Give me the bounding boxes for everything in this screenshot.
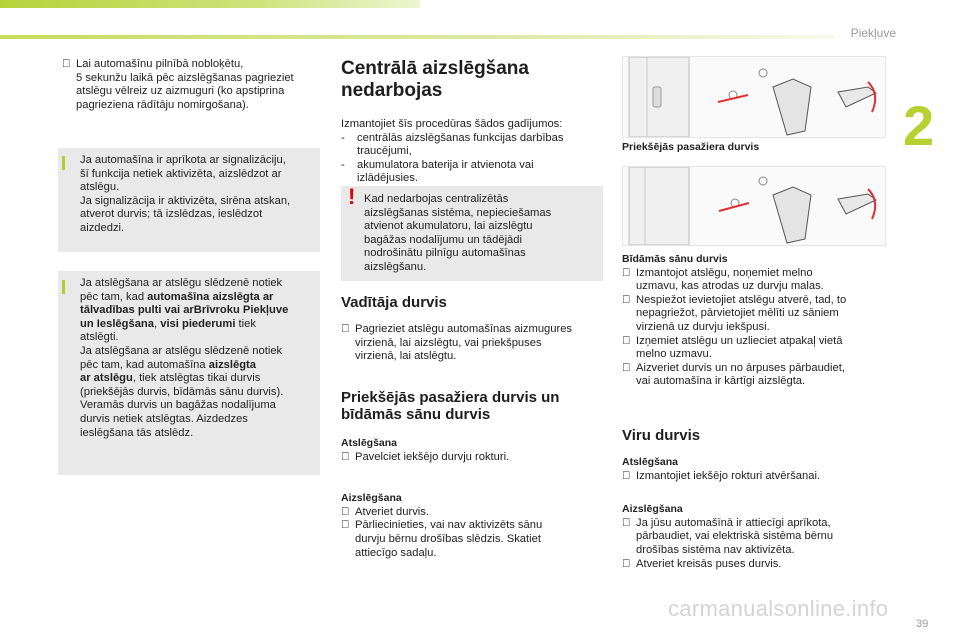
bullet-glyph bbox=[622, 335, 636, 349]
warning-icon: ! bbox=[348, 184, 356, 209]
info-box-unlocking: Ja atslēgšana ar atslēgu slēdzenē notiek pēc tam, kad automašīna aizslēgta ar tālvadības pulti vai arBrīvroku Piekļuve un Ieslēgšana, visi piederumi tiek atslēgti. Ja atslēgšana ar atslēgu slēdzenē notiek pēc tam, kad automašīna aizslēgta ar atslēgu, tiek atslēgtas tikai durvis (priekšējās durvis, bīdāmās sānu durvis). Veramās durvis un bagāžas nodalījuma durvis netiek atslēgtas. Aizdedzes ieslēgšana tās atslēdz. bbox=[58, 271, 320, 475]
figure-caption-front-door: Priekšējās pasažiera durvis bbox=[622, 141, 760, 153]
bullet-glyph bbox=[341, 323, 355, 337]
driver-door-section: Vadītāja durvis Pagrieziet atslēgu automašīnas aizmugures virzienā, lai aizslēgtu, vai priekšpuses virzienā, lai atslēgtu. bbox=[341, 294, 606, 364]
section-name: Piekļuve bbox=[850, 26, 896, 40]
chapter-number: 2 bbox=[903, 94, 935, 157]
intro-bullet: Lai automašīnu pilnībā nobloķētu, 5 sekunžu laikā pēc aizslēgšanas pagrieziet atslēgu vēlreiz uz aizmuguri (ko apstiprina pagrieziena rādītāju nomirgošana). bbox=[62, 58, 322, 112]
bullet-glyph bbox=[622, 558, 636, 572]
info-icon bbox=[62, 156, 65, 170]
bullet-glyph bbox=[622, 362, 636, 376]
bullet-glyph bbox=[341, 506, 355, 520]
info-icon bbox=[62, 280, 65, 294]
driver-door-title: Vadītāja durvis bbox=[341, 294, 447, 311]
bullet-glyph bbox=[622, 470, 636, 484]
sliding-door-section: Bīdāmās sānu durvis Izmantojot atslēgu, noņemiet melno uzmavu, kas atrodas uz durvju malas. Nespiežot ievietojiet atslēgu atverē, tad, to nepagriežot, pārvietojiet mēlīti uz sāniem virzienā uz durvju iekšpusi. Izņemiet atslēgu un uzlieciet atpakaļ vietā melno uzmavu. Aizveriet durvis un no ārpuses pārbaudiet, vai automašīna ir kārtīgi aizslēgta. bbox=[622, 253, 884, 389]
bullet-glyph bbox=[62, 58, 76, 72]
illustration-front-passenger-door bbox=[622, 56, 886, 138]
door-lock-diagram-2 bbox=[623, 167, 885, 245]
info-box-alarm: Ja automašīna ir aprīkota ar signalizāciju, šī funkcija netiek aktivizēta, aizslēdzot ar atslēgu. Ja signalizācija ir aktivizēta, sirēna atskan, atverot durvis; tā izslēdzas, ieslēdzot aizdedzi. bbox=[58, 148, 320, 252]
passenger-door-section: Priekšējās pasažiera durvis un bīdāmās sānu durvis Atslēgšana Pavelciet iekšējo durvju rokturi. Aizslēgšana Atveriet durvis. Pārliecinieties, vai nav aktivizēts sānu durvju bērnu drošības slēdzis. Skatiet attiecīgo sadaļu. bbox=[341, 389, 606, 560]
figure-caption-sliding-door: Bīdāmās sānu durvis bbox=[622, 253, 728, 265]
header-rule bbox=[0, 35, 835, 39]
section-title: Centrālā aizslēgšana nedarbojas bbox=[341, 58, 529, 101]
central-locking-section: Centrālā aizslēgšana nedarbojas Izmantojiet šīs procedūras šādos gadījumos: - centrālās aizslēgšanas funkcijas darbības traucējumi, - akumulatora baterija ir atvienota vai izlādējusies. bbox=[341, 58, 606, 186]
bullet-glyph bbox=[622, 517, 636, 531]
illustration-sliding-door bbox=[622, 166, 886, 246]
bullet-glyph bbox=[341, 451, 355, 465]
rear-door-section: Viru durvis Atslēgšana Izmantojiet iekšējo rokturi atvēršanai. Aizslēgšana Ja jūsu automašīnā ir attiecīgi aprīkota, pārbaudiet, vai elektriskā sistēma bērnu drošības sistēma nav aktivizēta. Atveriet kreisās puses durvis. bbox=[622, 427, 884, 571]
bullet-glyph bbox=[622, 294, 636, 308]
bullet-glyph bbox=[622, 267, 636, 281]
passenger-door-title: Priekšējās pasažiera durvis un bīdāmās sānu durvis bbox=[341, 389, 560, 423]
top-accent-bar bbox=[0, 0, 420, 8]
warning-box: ! Kad nedarbojas centralizētās aizslēgšanas sistēma, nepieciešamas atvienot akumulatoru, lai aizslēgtu bagāžas nodalījumu un tādējādi nodrošinātu pilnīgu automašīnas aizslēgšanu. bbox=[341, 186, 603, 281]
rear-door-title: Viru durvis bbox=[622, 427, 701, 444]
watermark: carmanualsonline.info bbox=[668, 596, 889, 621]
door-lock-diagram-1 bbox=[623, 57, 885, 137]
page-number: 39 bbox=[916, 618, 929, 630]
bullet-glyph bbox=[341, 519, 355, 533]
